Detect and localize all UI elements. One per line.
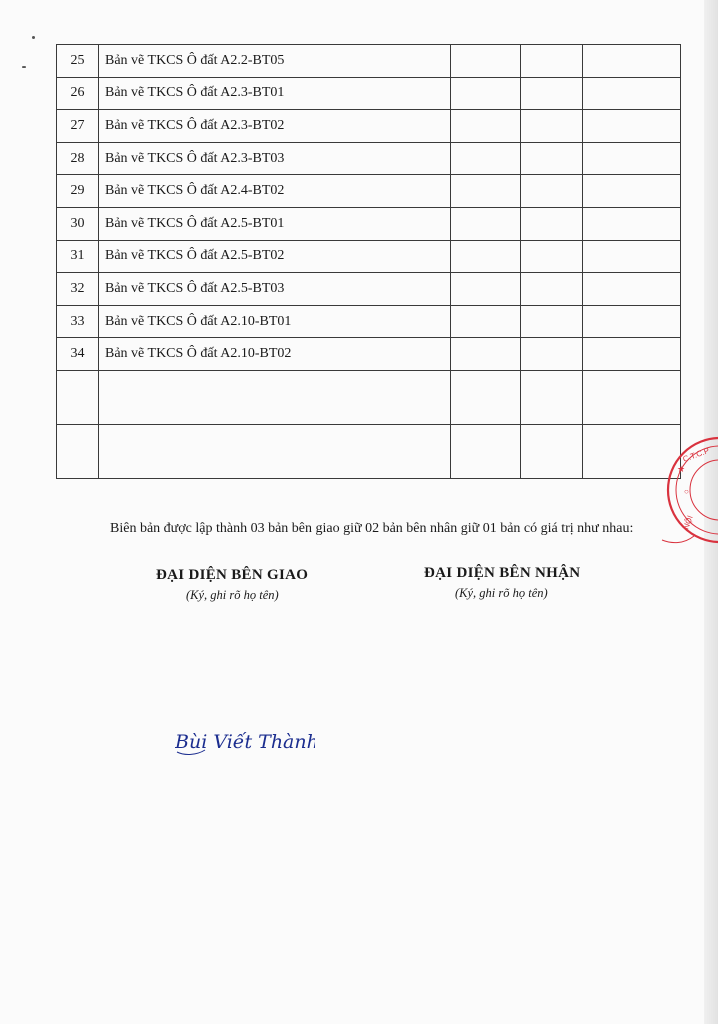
table-cell bbox=[521, 77, 583, 110]
row-description: Bản vẽ TKCS Ô đất A2.2-BT05 bbox=[99, 45, 451, 78]
table-cell bbox=[451, 273, 521, 306]
table-body bbox=[57, 45, 681, 479]
row-number: 31 bbox=[57, 240, 99, 273]
table-cell bbox=[521, 240, 583, 273]
row-number: 33 bbox=[57, 305, 99, 338]
table-cell bbox=[583, 207, 681, 240]
table-cell bbox=[521, 273, 583, 306]
row-description: Bản vẽ TKCS Ô đất A2.4-BT02 bbox=[99, 175, 451, 208]
row-number: 26 bbox=[57, 77, 99, 110]
row-description: Bản vẽ TKCS Ô đất A2.3-BT01 bbox=[99, 77, 451, 110]
table-row bbox=[57, 305, 681, 338]
table-cell bbox=[451, 207, 521, 240]
table-cell bbox=[451, 110, 521, 143]
scan-speck bbox=[32, 36, 35, 39]
row-number: 25 bbox=[57, 45, 99, 78]
signature-image bbox=[175, 722, 315, 758]
signature-script: Bùi Viết Thành bbox=[175, 731, 315, 753]
table-cell bbox=[57, 370, 99, 424]
table-cell bbox=[451, 424, 521, 478]
row-description: Bản vẽ TKCS Ô đất A2.3-BT03 bbox=[99, 142, 451, 175]
table-row bbox=[57, 338, 681, 371]
svg-text:○: ○ bbox=[684, 487, 689, 496]
table-cell bbox=[451, 45, 521, 78]
table-cell bbox=[583, 175, 681, 208]
scan-speck bbox=[22, 66, 26, 68]
table-row-blank bbox=[57, 370, 681, 424]
row-description: Bản vẽ TKCS Ô đất A2.3-BT02 bbox=[99, 110, 451, 143]
red-stamp-seal bbox=[658, 432, 718, 548]
row-description: Bản vẽ TKCS Ô đất A2.10-BT01 bbox=[99, 305, 451, 338]
table-row bbox=[57, 207, 681, 240]
row-description: Bản vẽ TKCS Ô đất A2.5-BT01 bbox=[99, 207, 451, 240]
table-cell bbox=[451, 240, 521, 273]
table-row bbox=[57, 240, 681, 273]
table-cell bbox=[57, 424, 99, 478]
row-number: 30 bbox=[57, 207, 99, 240]
table-row bbox=[57, 142, 681, 175]
table-cell bbox=[451, 305, 521, 338]
receiver-representative-title: ĐẠI DIỆN BÊN NHẬN bbox=[424, 565, 581, 581]
table-cell bbox=[521, 207, 583, 240]
row-number: 32 bbox=[57, 273, 99, 306]
table-cell bbox=[583, 77, 681, 110]
table-cell bbox=[521, 110, 583, 143]
row-number: 34 bbox=[57, 338, 99, 371]
giver-representative-title: ĐẠI DIỆN BÊN GIAO bbox=[156, 567, 309, 583]
table-cell bbox=[583, 305, 681, 338]
table-cell bbox=[583, 240, 681, 273]
table-cell bbox=[451, 338, 521, 371]
row-number: 29 bbox=[57, 175, 99, 208]
stamp-graphic bbox=[658, 432, 718, 548]
table-row bbox=[57, 77, 681, 110]
table-cell bbox=[451, 77, 521, 110]
document-table bbox=[56, 44, 681, 479]
handwritten-signature bbox=[175, 722, 315, 763]
table-cell bbox=[521, 424, 583, 478]
table-row bbox=[57, 45, 681, 78]
table-cell bbox=[521, 45, 583, 78]
table-cell bbox=[521, 142, 583, 175]
table-cell bbox=[451, 175, 521, 208]
giver-sign-instruction: (Ký, ghi rõ họ tên) bbox=[186, 588, 279, 602]
table-cell bbox=[583, 338, 681, 371]
table-cell bbox=[99, 370, 451, 424]
document-note: Biên bản được lập thành 03 bản bên giao giữ 02 bản bên nhân giữ 01 bản có giá trị như nhau: bbox=[110, 521, 634, 536]
table-row bbox=[57, 175, 681, 208]
table-cell bbox=[583, 142, 681, 175]
table-cell bbox=[583, 370, 681, 424]
table-cell bbox=[451, 142, 521, 175]
table-row bbox=[57, 110, 681, 143]
row-description: Bản vẽ TKCS Ô đất A2.5-BT03 bbox=[99, 273, 451, 306]
row-description: Bản vẽ TKCS Ô đất A2.10-BT02 bbox=[99, 338, 451, 371]
svg-text:NỘI: NỘI bbox=[681, 514, 695, 531]
table-cell bbox=[583, 110, 681, 143]
svg-text:★: ★ bbox=[677, 464, 686, 474]
table-row bbox=[57, 273, 681, 306]
table-cell bbox=[521, 305, 583, 338]
table-cell bbox=[99, 424, 451, 478]
table-cell bbox=[583, 273, 681, 306]
table-cell bbox=[583, 45, 681, 78]
svg-text:C.T.C.P: C.T.C.P bbox=[681, 445, 711, 464]
table-cell bbox=[521, 175, 583, 208]
table-cell bbox=[521, 370, 583, 424]
table-row-blank bbox=[57, 424, 681, 478]
row-number: 28 bbox=[57, 142, 99, 175]
table-cell bbox=[451, 370, 521, 424]
row-number: 27 bbox=[57, 110, 99, 143]
receiver-sign-instruction: (Ký, ghi rõ họ tên) bbox=[455, 586, 548, 600]
row-description: Bản vẽ TKCS Ô đất A2.5-BT02 bbox=[99, 240, 451, 273]
table-cell bbox=[521, 338, 583, 371]
